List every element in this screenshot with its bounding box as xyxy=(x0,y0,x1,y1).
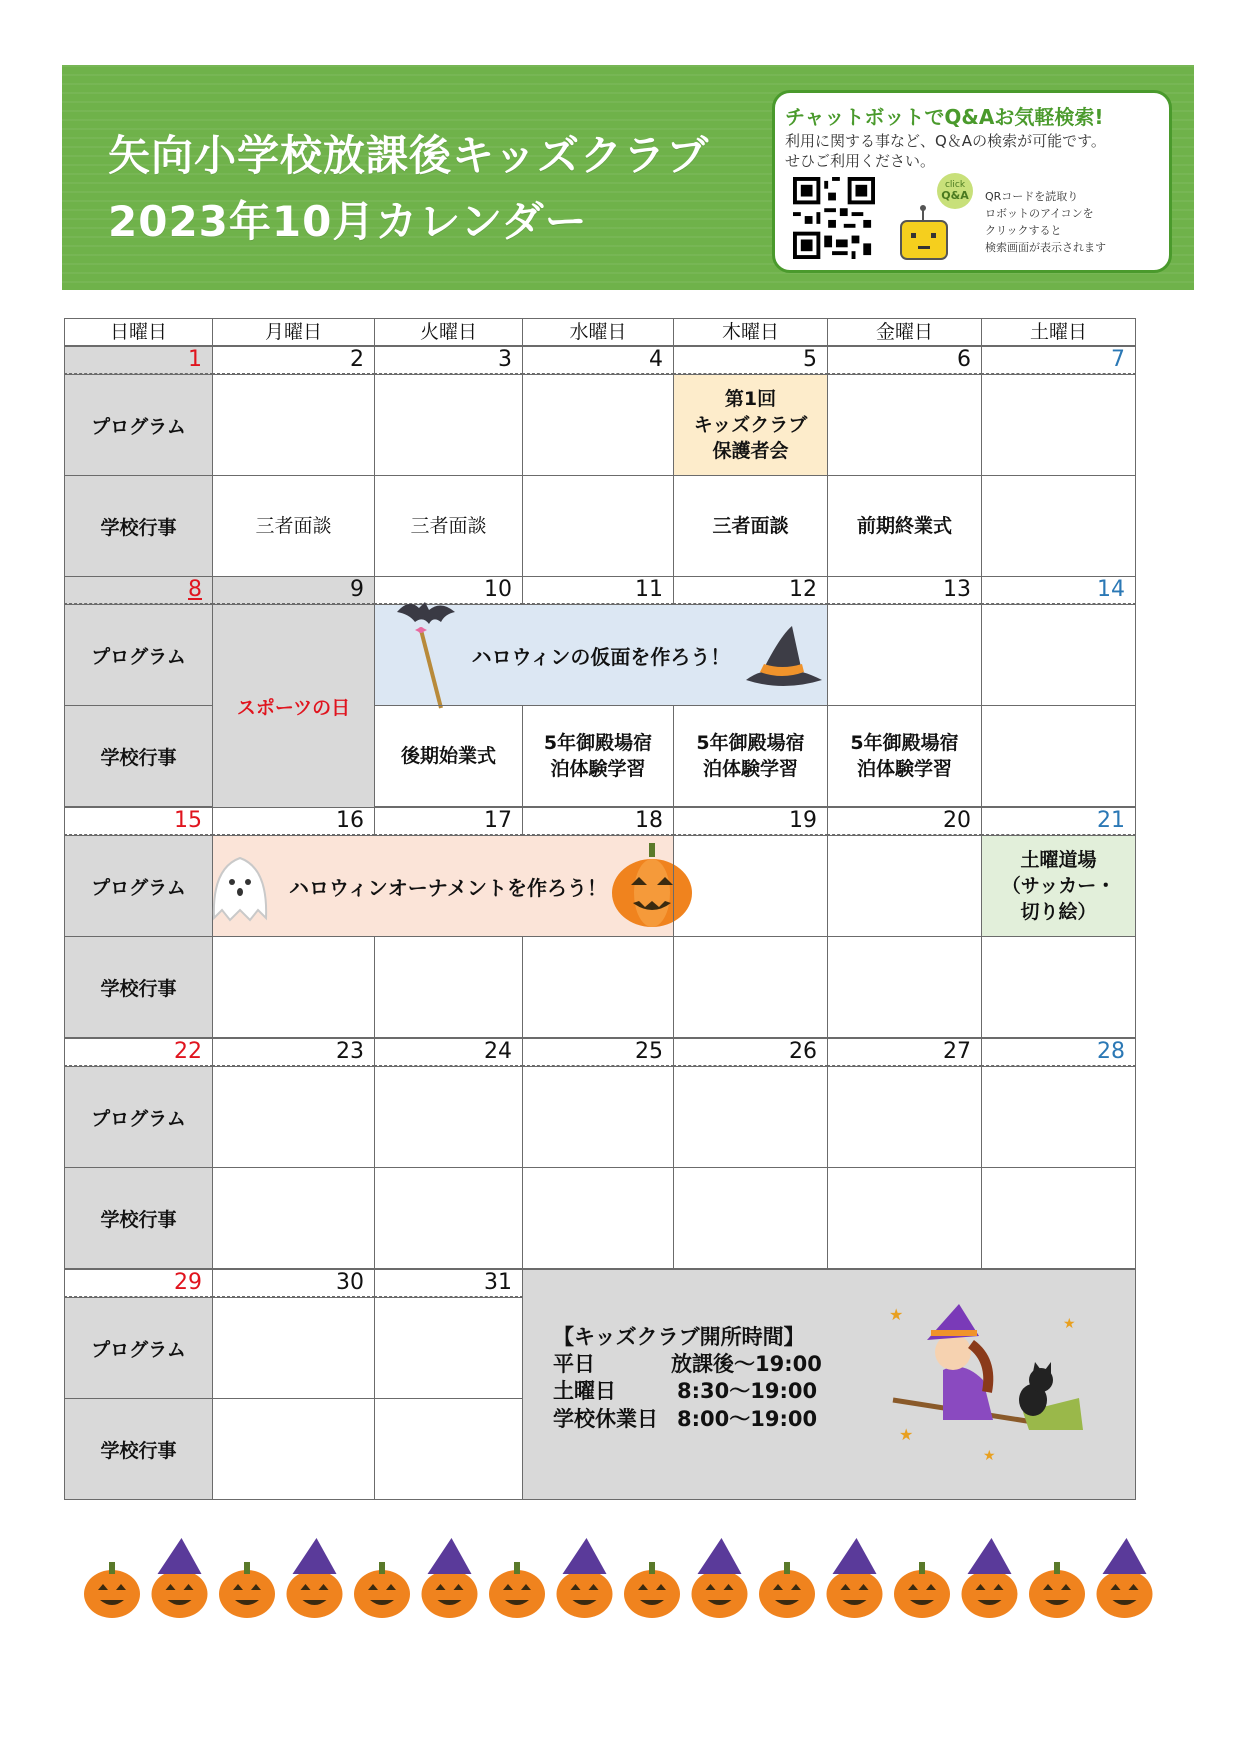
halloween-ornament-label: ハロウィンオーナメントを作ろう！ xyxy=(289,875,607,900)
opening-hours-box xyxy=(522,1269,1136,1500)
weekday-tue: 火曜日 xyxy=(374,318,523,346)
date-cell: 4 xyxy=(522,346,674,374)
svg-text:Q&A: Q&A xyxy=(941,189,969,202)
date-cell: 21 xyxy=(981,807,1136,835)
pumpkin-witch-hat-icon xyxy=(692,1538,748,1618)
program-cell xyxy=(827,374,982,476)
date-cell: 31 xyxy=(374,1269,523,1297)
hours-weekday-label: 平日 xyxy=(553,1352,595,1376)
school-event-cell xyxy=(374,1398,523,1500)
program-cell xyxy=(981,1066,1136,1168)
date-cell: 30 xyxy=(212,1269,375,1297)
date-cell: 5 xyxy=(673,346,828,374)
chatbot-title: チャットボットでQ&Aお気軽検索! xyxy=(785,105,1104,129)
school-event-cell xyxy=(673,1167,828,1269)
pumpkin-icon xyxy=(894,1562,950,1618)
program-cell xyxy=(522,1066,674,1168)
row-label-school: 学校行事 xyxy=(64,1167,213,1269)
program-cell xyxy=(827,835,982,937)
date-cell: 23 xyxy=(212,1038,375,1066)
date-cell: 13 xyxy=(827,576,982,604)
school-event-cell xyxy=(981,705,1136,807)
row-label-program: プログラム xyxy=(64,835,213,937)
date-cell: 1 xyxy=(64,346,213,374)
svg-text:★: ★ xyxy=(983,1448,996,1464)
calendar-grid xyxy=(64,318,1141,1508)
school-event-cell xyxy=(827,936,982,1038)
date-cell: 6 xyxy=(827,346,982,374)
pumpkin-witch-hat-icon xyxy=(962,1538,1018,1618)
row-label-program: プログラム xyxy=(64,1297,213,1399)
program-cell-saturday-dojo: 土曜道場 （サッカー・ 切り絵） xyxy=(981,835,1136,937)
date-cell: 29 xyxy=(64,1269,213,1297)
date-cell: 19 xyxy=(673,807,828,835)
school-event-cell: 後期始業式 xyxy=(374,705,523,807)
halloween-mask-label: ハロウィンの仮面を作ろう！ xyxy=(471,644,731,669)
program-cell xyxy=(827,1066,982,1168)
program-cell xyxy=(673,835,828,937)
hours-holiday-label: 学校休業日 xyxy=(553,1407,658,1431)
program-cell xyxy=(981,604,1136,706)
page-title: 矢向小学校放課後キッズクラブ xyxy=(108,131,710,180)
school-event-cell: 三者面談 xyxy=(212,475,375,577)
holiday-sports-day: スポーツの日 xyxy=(212,604,375,808)
hours-weekday-value: 放課後〜19:00 xyxy=(671,1352,822,1376)
school-event-cell xyxy=(522,475,674,577)
program-cell xyxy=(374,374,523,476)
row-label-school: 学校行事 xyxy=(64,1398,213,1500)
school-event-cell xyxy=(981,1167,1136,1269)
school-event-cell xyxy=(827,1167,982,1269)
program-cell xyxy=(673,1066,828,1168)
date-cell: 8 xyxy=(64,576,213,604)
pumpkin-witch-hat-icon xyxy=(422,1538,478,1618)
pumpkin-icon xyxy=(1029,1562,1085,1618)
school-event-cell xyxy=(673,936,828,1038)
bat-mask-icon xyxy=(389,590,469,710)
svg-text:★: ★ xyxy=(1063,1316,1076,1332)
date-cell: 18 xyxy=(522,807,674,835)
program-cell xyxy=(374,1297,523,1399)
opening-hours-title: 【キッズクラブ開所時間】 xyxy=(553,1325,805,1349)
date-cell: 20 xyxy=(827,807,982,835)
hours-saturday-value: 8:30〜19:00 xyxy=(677,1379,818,1403)
row-label-school: 学校行事 xyxy=(64,475,213,577)
witch-hat-icon xyxy=(740,618,826,696)
date-cell: 12 xyxy=(673,576,828,604)
qr-code-icon[interactable] xyxy=(793,177,875,259)
program-cell xyxy=(212,374,375,476)
chatbot-description: 利用に関する事など、Q＆Aの検索が可能です。 せひご利用ください。 xyxy=(785,132,1106,170)
ghost-icon xyxy=(204,848,276,928)
click-badge-text: click xyxy=(944,180,966,190)
weekday-sat: 土曜日 xyxy=(981,318,1136,346)
date-cell: 17 xyxy=(374,807,523,835)
robot-icon[interactable] xyxy=(893,169,983,264)
chatbot-instructions: QRコードを読取り ロボットのアイコンを クリックすると 検索画面が表示されます xyxy=(985,190,1106,254)
program-cell xyxy=(981,374,1136,476)
date-cell: 11 xyxy=(522,576,674,604)
program-cell xyxy=(212,1297,375,1399)
school-event-cell xyxy=(212,936,375,1038)
date-cell: 14 xyxy=(981,576,1136,604)
pumpkin-witch-hat-icon xyxy=(557,1538,613,1618)
school-event-cell xyxy=(981,936,1136,1038)
school-event-cell xyxy=(374,1167,523,1269)
school-event-cell: 三者面談 xyxy=(374,475,523,577)
date-cell: 10 xyxy=(374,576,523,604)
pumpkin-icon xyxy=(84,1562,140,1618)
weekday-mon: 月曜日 xyxy=(212,318,375,346)
program-cell xyxy=(374,1066,523,1168)
row-label-school: 学校行事 xyxy=(64,705,213,807)
date-cell: 16 xyxy=(212,807,375,835)
school-event-cell xyxy=(212,1167,375,1269)
date-cell: 9 xyxy=(212,576,375,604)
weekday-thu: 木曜日 xyxy=(673,318,828,346)
school-event-cell: 三者面談 xyxy=(673,475,828,577)
hours-holiday-value: 8:00〜19:00 xyxy=(677,1407,818,1431)
date-cell: 2 xyxy=(212,346,375,374)
program-cell xyxy=(522,374,674,476)
date-cell: 24 xyxy=(374,1038,523,1066)
school-event-cell xyxy=(212,1398,375,1500)
pumpkin-border-decoration xyxy=(80,1532,1160,1622)
row-label-program: プログラム xyxy=(64,374,213,476)
date-cell: 25 xyxy=(522,1038,674,1066)
page-subtitle: 2023年10月カレンダー xyxy=(108,197,588,246)
date-cell: 27 xyxy=(827,1038,982,1066)
chatbot-panel xyxy=(772,90,1172,273)
school-event-cell xyxy=(374,936,523,1038)
program-cell xyxy=(212,1066,375,1168)
program-cell-parents-meeting: 第1回 キッズクラブ 保護者会 xyxy=(673,374,828,476)
event-band-halloween-ornament xyxy=(212,835,674,937)
witch-on-broom-icon xyxy=(883,1300,1093,1470)
pumpkin-icon xyxy=(759,1562,815,1618)
date-cell: 7 xyxy=(981,346,1136,374)
date-cell: 15 xyxy=(64,807,213,835)
pumpkin-icon xyxy=(624,1562,680,1618)
program-cell xyxy=(827,604,982,706)
pumpkin-icon xyxy=(354,1562,410,1618)
pumpkin-witch-hat-icon xyxy=(152,1538,208,1618)
hours-saturday-label: 土曜日 xyxy=(553,1379,616,1403)
school-event-cell: 5年御殿場宿 泊体験学習 xyxy=(522,705,674,807)
pumpkin-icon xyxy=(489,1562,545,1618)
date-cell: 3 xyxy=(374,346,523,374)
pumpkin-witch-hat-icon xyxy=(1097,1538,1153,1618)
school-event-cell: 5年御殿場宿 泊体験学習 xyxy=(827,705,982,807)
weekday-wed: 水曜日 xyxy=(522,318,674,346)
weekday-sun: 日曜日 xyxy=(64,318,213,346)
date-cell: 22 xyxy=(64,1038,213,1066)
svg-text:★: ★ xyxy=(899,1425,914,1444)
pumpkin-witch-hat-icon xyxy=(827,1538,883,1618)
svg-text:★: ★ xyxy=(889,1305,904,1324)
school-event-cell: 前期終業式 xyxy=(827,475,982,577)
pumpkin-icon xyxy=(219,1562,275,1618)
row-label-school: 学校行事 xyxy=(64,936,213,1038)
pumpkin-witch-hat-icon xyxy=(287,1538,343,1618)
header-banner xyxy=(62,65,1194,290)
date-cell: 26 xyxy=(673,1038,828,1066)
school-event-cell xyxy=(522,936,674,1038)
school-event-cell xyxy=(981,475,1136,577)
row-label-program: プログラム xyxy=(64,604,213,706)
school-event-cell xyxy=(522,1167,674,1269)
row-label-program: プログラム xyxy=(64,1066,213,1168)
school-event-cell: 5年御殿場宿 泊体験学習 xyxy=(673,705,828,807)
weekday-fri: 金曜日 xyxy=(827,318,982,346)
date-cell: 28 xyxy=(981,1038,1136,1066)
